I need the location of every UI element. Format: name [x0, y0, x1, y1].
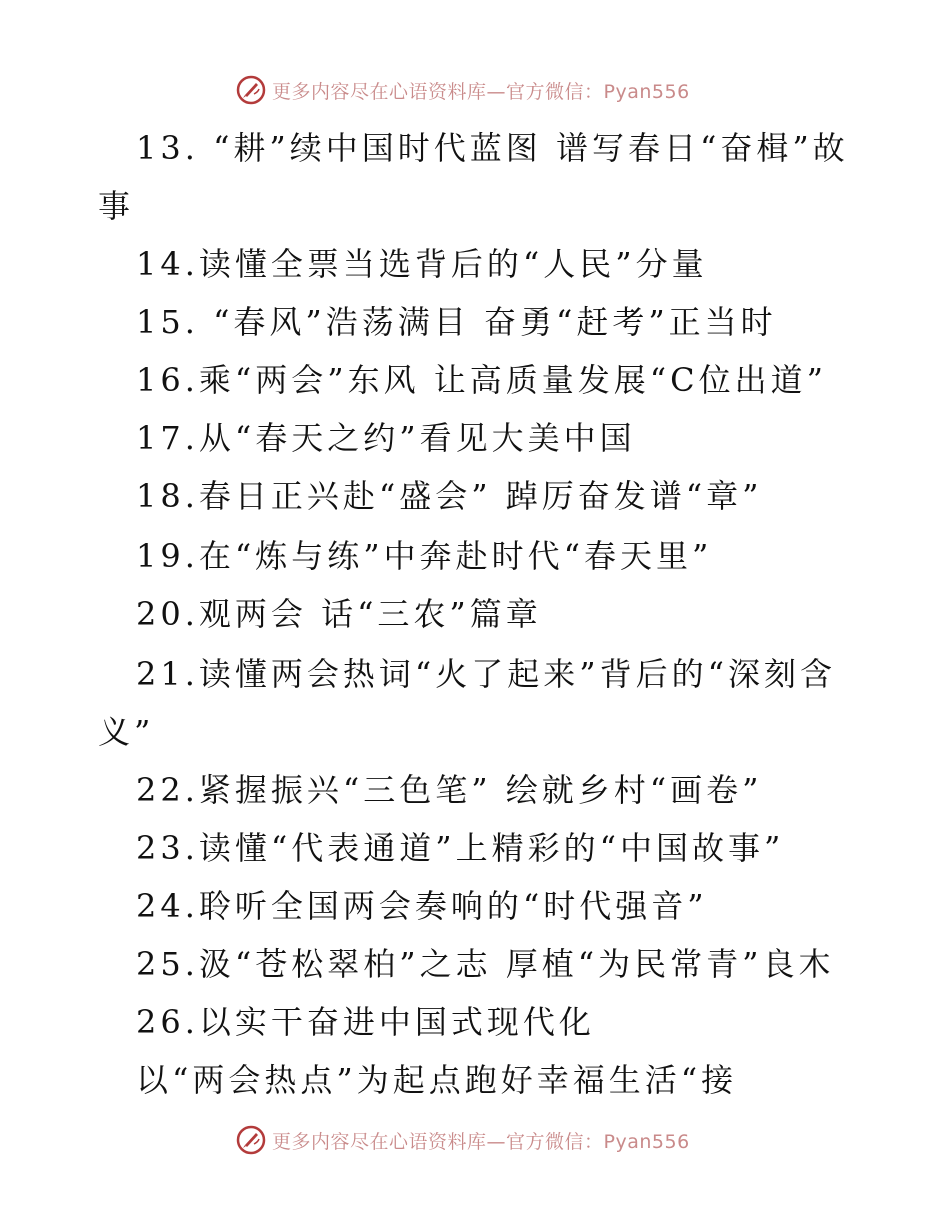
header-watermark [236, 73, 690, 107]
brand-logo-icon [236, 75, 266, 105]
brand-logo-icon [236, 1125, 266, 1155]
doc-line: 16.乘“两会”东风 让高质量发展“C位出道” [136, 361, 827, 399]
doc-line: 24.聆听全国两会奏响的“时代强音” [136, 887, 708, 925]
doc-line: 义” [98, 713, 155, 751]
doc-line: 20.观两会 话“三农”篇章 [136, 595, 542, 633]
doc-line: 21.读懂两会热词“火了起来”背后的“深刻含 [136, 655, 836, 693]
doc-line: 17.从“春天之约”看见大美中国 [136, 419, 636, 457]
doc-line: 25.汲“苍松翠柏”之志 厚植“为民常青”良木 [136, 945, 835, 983]
doc-line: 13. “耕”续中国时代蓝图 谱写春日“奋楫”故 [136, 129, 849, 167]
doc-line: 26.以实干奋进中国式现代化 [136, 1003, 595, 1041]
doc-line: 18.春日正兴赴“盛会” 踔厉奋发谱“章” [136, 477, 763, 515]
footer-watermark [236, 1123, 690, 1157]
watermark-text: 更多内容尽在心语资料库—官方微信：Pyan556 [272, 80, 690, 103]
doc-line: 19.在“炼与练”中奔赴时代“春天里” [136, 537, 713, 575]
doc-line: 15. “春风”浩荡满目 奋勇“赶考”正当时 [136, 303, 777, 341]
doc-line: 14.读懂全票当选背后的“人民”分量 [136, 245, 708, 283]
watermark-text: 更多内容尽在心语资料库—官方微信：Pyan556 [272, 1130, 690, 1153]
doc-line: 以“两会热点”为起点跑好幸福生活“接 [136, 1061, 738, 1099]
doc-line: 22.紧握振兴“三色笔” 绘就乡村“画卷” [136, 771, 763, 809]
doc-line: 事 [98, 187, 135, 225]
doc-line: 23.读懂“代表通道”上精彩的“中国故事” [136, 829, 785, 867]
